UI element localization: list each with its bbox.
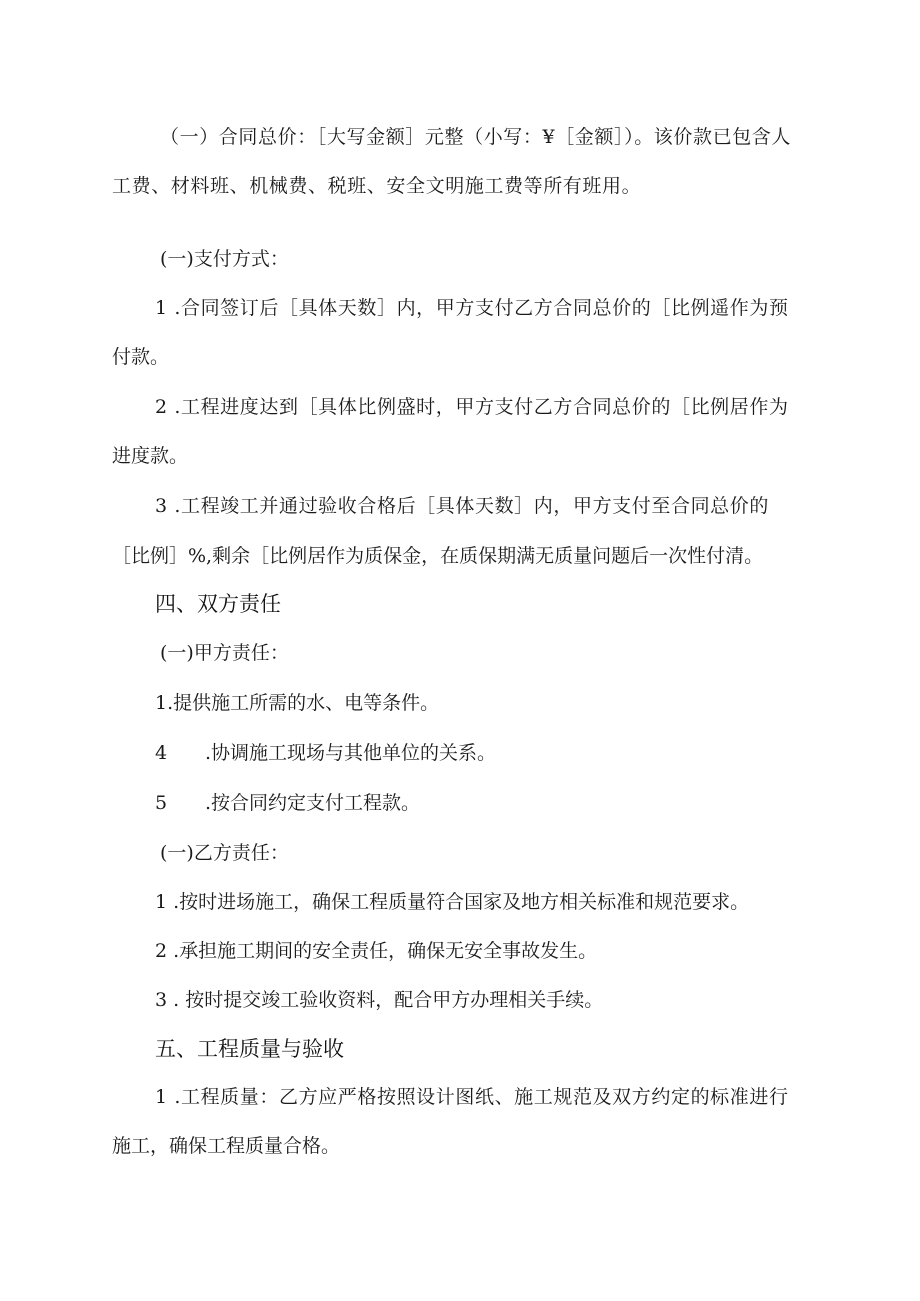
party-b-item-2: 2 .承担施工期间的安全责任，确保无安全事故发生。 [155,940,598,962]
quality-item-1-line-2: 施工，确保工程质量合格。 [112,1135,341,1157]
party-a-item-3-number: 5 [155,792,168,814]
total-price-line-1: （一）合同总价：［大写金额］元整（小写：¥［金额］）。该价款已包含人 [160,126,791,148]
payment-item-2-line-1: 2 .工程进度达到［具体比例盛时，甲方支付乙方合同总价的［比例居作为 [155,396,789,418]
party-b-item-1: 1 .按时进场施工，确保工程质量符合国家及地方相关标准和规范要求。 [155,891,750,913]
payment-item-1-line-2: 付款。 [112,346,170,368]
total-price-line-2: 工费、材料班、机械费、税班、安全文明施工费等所有班用。 [112,175,642,197]
party-b-heading: (一)乙方责任： [160,842,289,864]
section-heading-responsibilities: 四、双方责任 [155,592,281,616]
payment-item-2-line-2: 进度款。 [112,445,189,467]
party-a-item-3-text: .按合同约定支付工程款。 [205,792,421,814]
party-a-item-2-text: .协调施工现场与其他单位的关系。 [205,742,497,764]
quality-item-1-line-1: 1 .工程质量：乙方应严格按照设计图纸、施工规范及双方约定的标准进行 [155,1086,789,1108]
payment-item-1-line-1: 1 .合同签订后［具体天数］内，甲方支付乙方合同总价的［比例遥作为预 [155,297,789,319]
party-b-item-3: 3 . 按时提交竣工验收资料，配合甲方办理相关手续。 [155,989,604,1011]
payment-item-3-line-1: 3 .工程竣工并通过验收合格后［具体天数］内，甲方支付至合同总价的 [155,495,769,517]
section-heading-quality: 五、工程质量与验收 [155,1037,344,1061]
payment-method-heading: (一)支付方式： [160,248,289,270]
payment-item-3-line-2: ［比例］%,剩余［比例居作为质保金，在质保期满无质量问题后一次性付清。 [112,545,764,567]
party-a-heading: (一)甲方责任： [160,642,289,664]
party-a-item-2-number: 4 [155,742,168,764]
party-a-item-1: 1.提供施工所需的水、电等条件。 [155,692,440,714]
